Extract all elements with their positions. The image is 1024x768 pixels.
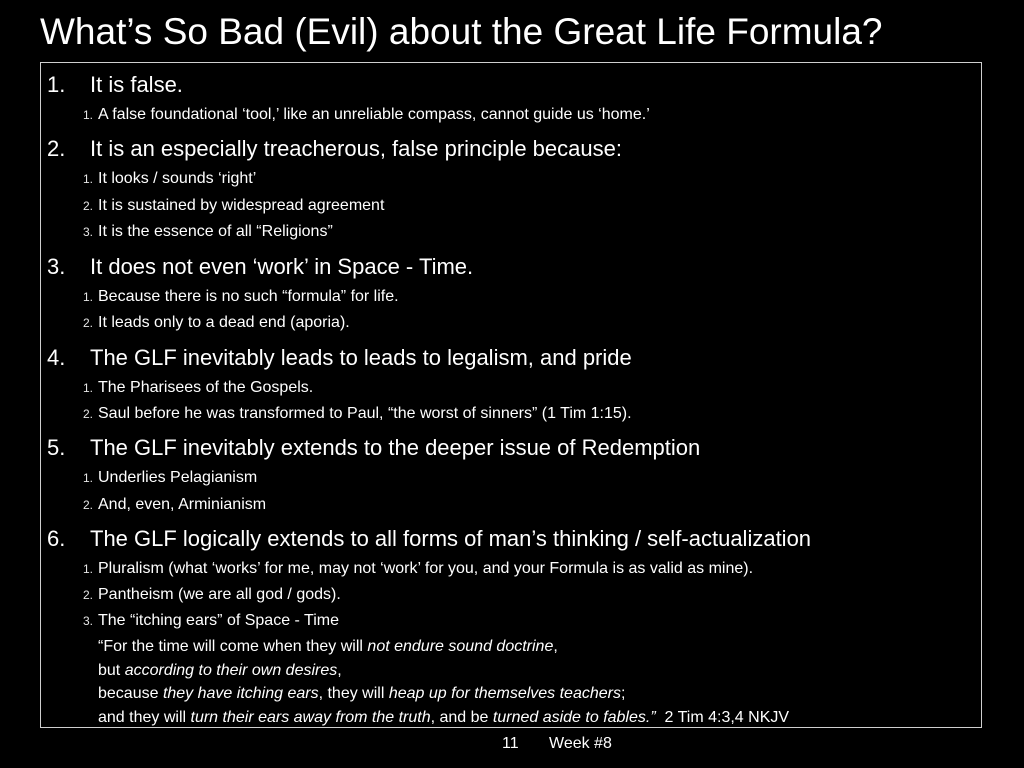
point-5	[47, 435, 700, 461]
point-3	[47, 254, 473, 280]
sub-point-6-2	[83, 585, 341, 605]
sub-point-6-1	[83, 559, 753, 579]
quote-line-1: “For the time will come when they will not endure sound doctrine,	[98, 638, 558, 655]
sub-point-number: 1.	[83, 290, 94, 304]
scripture-reference: 2 Tim 4:3,4 NKJV	[655, 708, 790, 726]
point-text: The GLF inevitably leads to leads to legalism, and pride	[90, 345, 632, 370]
sub-point-6-3	[83, 611, 339, 631]
sub-point-text: A false foundational ‘tool,’ like an unreliable compass, cannot guide us ‘home.’	[98, 106, 650, 123]
point-number: 5.	[47, 435, 66, 460]
page-number: 11	[502, 735, 519, 752]
point-number: 6.	[47, 526, 66, 551]
sub-point-number: 1.	[83, 471, 94, 485]
sub-point-text: The Pharisees of the Gospels.	[98, 379, 314, 396]
sub-point-text: Because there is no such “formula” for life.	[98, 288, 399, 305]
sub-point-text: It leads only to a dead end (aporia).	[98, 314, 350, 331]
sub-point-number: 2.	[83, 316, 94, 330]
sub-point-3-1	[83, 287, 399, 307]
sub-point-number: 3.	[83, 225, 94, 239]
sub-point-5-2	[83, 495, 266, 515]
footer-week-label: Week #8	[549, 735, 612, 752]
point-number: 3.	[47, 254, 66, 279]
content-box	[40, 62, 982, 728]
sub-point-5-1	[83, 468, 257, 488]
sub-point-text: It looks / sounds ‘right’	[98, 170, 257, 187]
sub-point-2-3	[83, 222, 333, 242]
point-2	[47, 136, 622, 162]
scripture-quote	[98, 635, 789, 729]
sub-point-number: 1.	[83, 172, 94, 186]
slide-title: What’s So Bad (Evil) about the Great Life Formula?	[40, 11, 883, 52]
point-number: 1.	[47, 72, 66, 97]
point-number: 2.	[47, 136, 66, 161]
quote-line-3: because they have itching ears, they will heap up for themselves teachers;	[98, 685, 626, 702]
point-6	[47, 526, 811, 552]
sub-point-number: 1.	[83, 562, 94, 576]
sub-point-text: Saul before he was transformed to Paul, “the worst of sinners” (1 Tim 1:15).	[98, 405, 632, 422]
sub-point-3-2	[83, 313, 350, 333]
sub-point-number: 2.	[83, 199, 94, 213]
sub-point-text: Pantheism (we are all god / gods).	[98, 586, 341, 603]
quote-line-4: and they will turn their ears away from the truth, and be turned aside to fables.” 2 Tim 4:3,4 NKJV	[98, 708, 790, 726]
point-text: The GLF inevitably extends to the deeper issue of Redemption	[90, 435, 701, 460]
sub-point-number: 1.	[83, 381, 94, 395]
sub-point-2-2	[83, 196, 384, 216]
sub-point-text: Pluralism (what ‘works’ for me, may not ‘work’ for you, and your Formula is as valid as mine).	[98, 560, 754, 577]
point-text: It is false.	[90, 72, 183, 97]
sub-point-number: 3.	[83, 614, 94, 628]
point-1	[47, 72, 183, 98]
point-number: 4.	[47, 345, 66, 370]
sub-point-text: Underlies Pelagianism	[98, 469, 258, 486]
sub-point-number: 2.	[83, 498, 94, 512]
sub-point-text: And, even, Arminianism	[98, 496, 267, 513]
sub-point-2-1	[83, 169, 256, 189]
sub-point-number: 1.	[83, 108, 94, 122]
quote-line-2: but according to their own desires,	[98, 661, 342, 679]
sub-point-1-1	[83, 105, 650, 125]
sub-point-number: 2.	[83, 588, 94, 602]
sub-point-text: It is sustained by widespread agreement	[98, 197, 385, 214]
point-4	[47, 345, 632, 371]
sub-point-4-2	[83, 404, 632, 424]
point-text: The GLF logically extends to all forms of man’s thinking / self-actualization	[90, 526, 812, 551]
point-text: It does not even ‘work’ in Space - Time.	[90, 254, 474, 279]
sub-point-4-1	[83, 378, 313, 398]
sub-point-text: It is the essence of all “Religions”	[98, 223, 333, 240]
sub-point-number: 2.	[83, 407, 94, 421]
sub-point-text: The “itching ears” of Space - Time	[98, 612, 339, 629]
point-text: It is an especially treacherous, false principle because:	[90, 136, 622, 161]
